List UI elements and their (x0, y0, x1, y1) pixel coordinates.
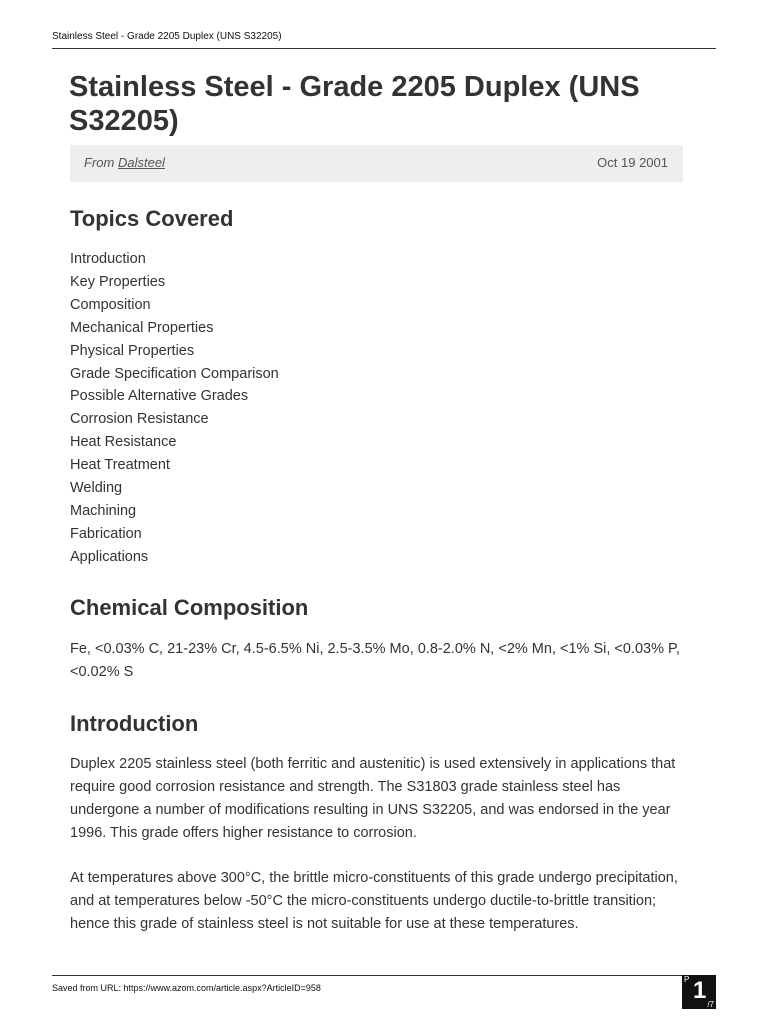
topic-item[interactable]: Corrosion Resistance (70, 411, 209, 428)
saved-from-url: Saved from URL: https://www.azom.com/article.aspx?ArticleID=958 (52, 983, 321, 993)
page-number: 1 (693, 977, 707, 1004)
introduction-paragraph: Duplex 2205 stainless steel (both ferritic and austenitic) is used extensively in applications that require good corrosion resistance and strength. The S31803 grade stainless steel has undergone a number of modifications resulting in UNS S32205, and was endorsed in the year 1996. This grade offers higher resistance to corrosion. (70, 756, 676, 841)
topic-item[interactable]: Applications (70, 548, 149, 565)
page-letter: P (684, 975, 690, 984)
topic-item[interactable]: Heat Resistance (70, 434, 177, 451)
chemical-composition-heading: Chemical Composition (70, 595, 309, 620)
chemical-composition-text: Fe, <0.03% C, 21-23% Cr, 4.5-6.5% Ni, 2.5-3.5% Mo, 0.8-2.0% N, <2% Mn, <1% Si, <0.03% P, <0.02% S (70, 641, 680, 680)
from-label: From (84, 155, 115, 170)
footer-divider (52, 975, 682, 976)
running-header: Stainless Steel - Grade 2205 Duplex (UNS S32205) (52, 31, 282, 42)
article-meta-bar (70, 145, 683, 182)
meta-source (84, 155, 165, 170)
topic-item[interactable]: Machining (70, 502, 137, 519)
topic-item[interactable]: Physical Properties (70, 342, 195, 359)
topic-item[interactable]: Possible Alternative Grades (70, 388, 249, 405)
topic-item[interactable]: Introduction (70, 251, 146, 267)
topics-list (70, 248, 279, 569)
publish-date: Oct 19 2001 (597, 155, 668, 170)
topic-item[interactable]: Heat Treatment (70, 457, 170, 474)
introduction-paragraph: At temperatures above 300°C, the brittle micro-constituents of this grade undergo precipitation, and at temperatures below -50°C the micro-constituents undergo ductile-to-brittle transition; hence this grade of stainless steel is not suitable for use at these temperatures. (70, 870, 678, 932)
introduction-heading: Introduction (70, 711, 199, 736)
author-link[interactable]: Dalsteel (117, 155, 165, 170)
topics-heading: Topics Covered (70, 206, 234, 231)
topic-item[interactable]: Grade Specification Comparison (70, 365, 279, 382)
page-number-badge (682, 975, 716, 1009)
topic-item[interactable]: Composition (70, 296, 151, 313)
topic-item[interactable]: Fabrication (70, 525, 142, 542)
page-title: Stainless Steel - Grade 2205 Duplex (UNS S32205) (69, 71, 640, 137)
topic-item[interactable]: Key Properties (70, 273, 166, 290)
topic-item[interactable]: Welding (70, 480, 123, 497)
header-divider (52, 48, 716, 49)
topic-item[interactable]: Mechanical Properties (70, 319, 214, 336)
page-total: /7 (707, 1000, 714, 1009)
